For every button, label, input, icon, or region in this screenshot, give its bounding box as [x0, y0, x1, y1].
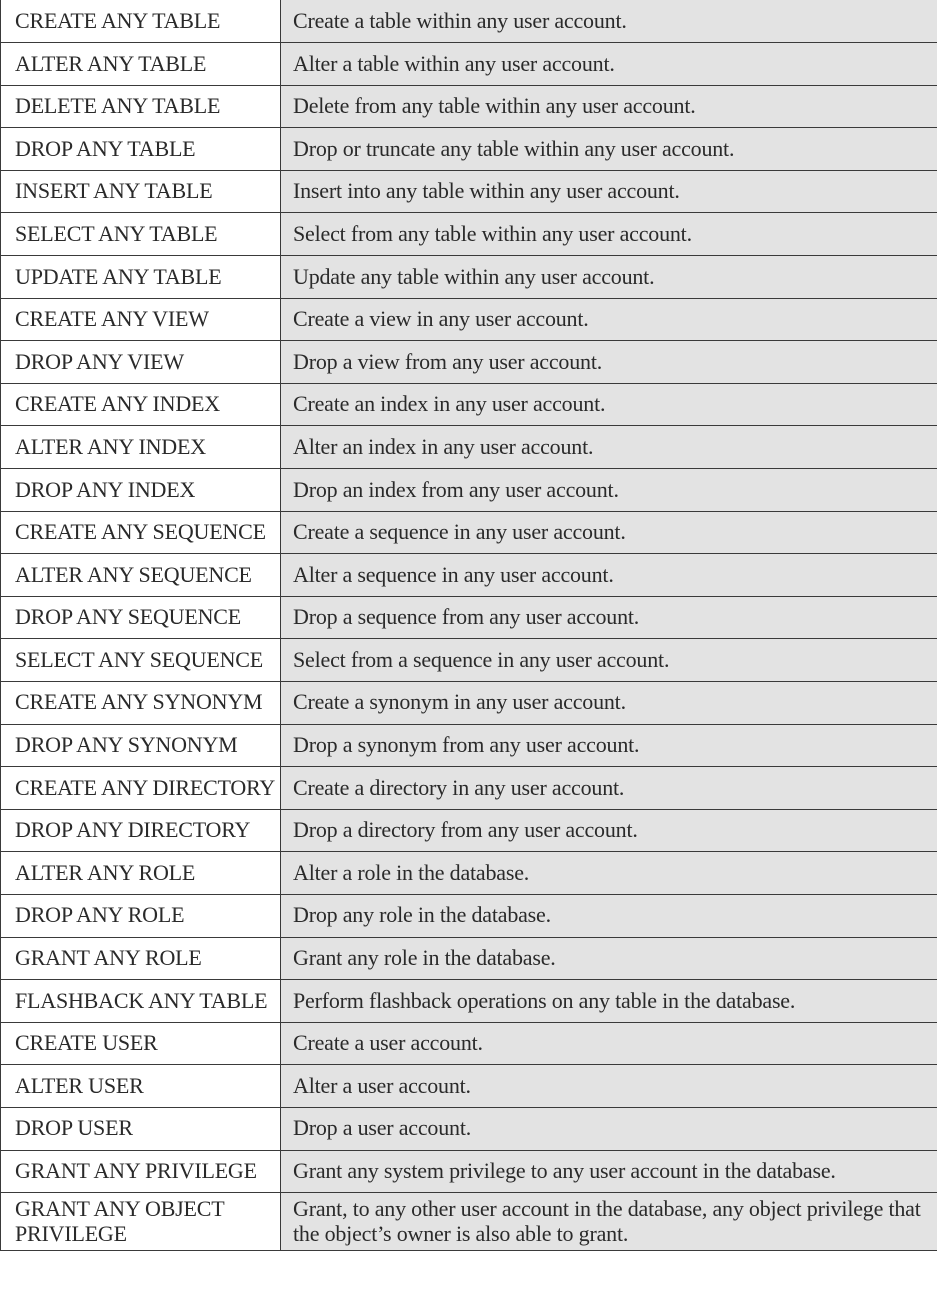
table-row: [1, 298, 937, 341]
privilege-description-cell: Create a directory in any user account.: [281, 767, 937, 810]
privilege-description-cell: Select from any table within any user account.: [281, 213, 937, 256]
table-row: [1, 1107, 937, 1150]
table-row: [1, 980, 937, 1023]
privilege-name-cell: CREATE USER: [1, 1022, 281, 1065]
table-row: [1, 1022, 937, 1065]
privilege-description-cell: Drop an index from any user account.: [281, 469, 937, 512]
table-row: [1, 767, 937, 810]
privilege-name-cell: ALTER ANY TABLE: [1, 43, 281, 86]
table-row: [1, 852, 937, 895]
table-row: [1, 554, 937, 597]
privilege-name-cell: UPDATE ANY TABLE: [1, 256, 281, 299]
privilege-description-cell: Create a synonym in any user account.: [281, 682, 937, 725]
privilege-name-cell: SELECT ANY TABLE: [1, 213, 281, 256]
privilege-description-cell: Delete from any table within any user account.: [281, 85, 937, 128]
table-row: [1, 256, 937, 299]
privilege-name-cell: DROP ANY SYNONYM: [1, 724, 281, 767]
privilege-name-cell: GRANT ANY PRIVILEGE: [1, 1150, 281, 1193]
privilege-description-cell: Drop a synonym from any user account.: [281, 724, 937, 767]
table-row: [1, 809, 937, 852]
privilege-name-cell: GRANT ANY OBJECT PRIVILEGE: [1, 1193, 281, 1251]
privilege-name-cell: DROP ANY TABLE: [1, 128, 281, 171]
table-row: [1, 85, 937, 128]
privilege-name-cell: ALTER ANY ROLE: [1, 852, 281, 895]
privilege-name-cell: DROP ANY ROLE: [1, 894, 281, 937]
privilege-name-cell: CREATE ANY DIRECTORY: [1, 767, 281, 810]
table-row: [1, 724, 937, 767]
table-row: [1, 469, 937, 512]
privilege-description-cell: Drop a sequence from any user account.: [281, 596, 937, 639]
privilege-name-cell: DROP ANY SEQUENCE: [1, 596, 281, 639]
privileges-table-body: [1, 0, 937, 1251]
privilege-name-cell: SELECT ANY SEQUENCE: [1, 639, 281, 682]
privilege-description-cell: Alter a table within any user account.: [281, 43, 937, 86]
privilege-name-cell: DROP USER: [1, 1107, 281, 1150]
privilege-name-cell: FLASHBACK ANY TABLE: [1, 980, 281, 1023]
privilege-name-cell: DROP ANY DIRECTORY: [1, 809, 281, 852]
privilege-description-cell: Alter a sequence in any user account.: [281, 554, 937, 597]
privilege-description-cell: Grant, to any other user account in the database, any object privilege that the object’s owner is also able to grant.: [281, 1193, 937, 1251]
table-row: [1, 511, 937, 554]
privilege-name-cell: GRANT ANY ROLE: [1, 937, 281, 980]
privilege-description-cell: Drop a directory from any user account.: [281, 809, 937, 852]
privilege-description-cell: Drop a view from any user account.: [281, 341, 937, 384]
privilege-description-cell: Alter a user account.: [281, 1065, 937, 1108]
privilege-description-cell: Perform flashback operations on any table in the database.: [281, 980, 937, 1023]
privilege-name-cell: DROP ANY VIEW: [1, 341, 281, 384]
privilege-description-cell: Grant any role in the database.: [281, 937, 937, 980]
privilege-name-cell: CREATE ANY TABLE: [1, 0, 281, 43]
table-row: [1, 894, 937, 937]
table-row: [1, 43, 937, 86]
privilege-description-cell: Create an index in any user account.: [281, 383, 937, 426]
privilege-name-cell: CREATE ANY SEQUENCE: [1, 511, 281, 554]
privilege-description-cell: Create a table within any user account.: [281, 0, 937, 43]
privilege-description-cell: Select from a sequence in any user account.: [281, 639, 937, 682]
privilege-name-cell: DELETE ANY TABLE: [1, 85, 281, 128]
table-row: [1, 383, 937, 426]
privilege-description-cell: Alter an index in any user account.: [281, 426, 937, 469]
table-row: [1, 1150, 937, 1193]
privilege-description-cell: Drop or truncate any table within any user account.: [281, 128, 937, 171]
table-row: [1, 639, 937, 682]
privilege-name-cell: CREATE ANY SYNONYM: [1, 682, 281, 725]
table-row: [1, 0, 937, 43]
table-row: [1, 170, 937, 213]
privilege-name-cell: CREATE ANY INDEX: [1, 383, 281, 426]
table-row: [1, 596, 937, 639]
privilege-name-cell: ALTER ANY SEQUENCE: [1, 554, 281, 597]
privilege-description-cell: Grant any system privilege to any user account in the database.: [281, 1150, 937, 1193]
privilege-name-cell: ALTER USER: [1, 1065, 281, 1108]
privilege-name-cell: ALTER ANY INDEX: [1, 426, 281, 469]
table-row: [1, 213, 937, 256]
table-row: [1, 128, 937, 171]
table-row: [1, 1193, 937, 1251]
privilege-description-cell: Create a sequence in any user account.: [281, 511, 937, 554]
privilege-name-cell: CREATE ANY VIEW: [1, 298, 281, 341]
table-row: [1, 937, 937, 980]
table-row: [1, 1065, 937, 1108]
privilege-name-cell: DROP ANY INDEX: [1, 469, 281, 512]
privilege-description-cell: Alter a role in the database.: [281, 852, 937, 895]
privilege-description-cell: Create a user account.: [281, 1022, 937, 1065]
privilege-name-cell: INSERT ANY TABLE: [1, 170, 281, 213]
privilege-description-cell: Drop a user account.: [281, 1107, 937, 1150]
privilege-description-cell: Insert into any table within any user account.: [281, 170, 937, 213]
table-row: [1, 341, 937, 384]
privilege-description-cell: Drop any role in the database.: [281, 894, 937, 937]
table-row: [1, 426, 937, 469]
privilege-description-cell: Create a view in any user account.: [281, 298, 937, 341]
privilege-description-cell: Update any table within any user account.: [281, 256, 937, 299]
table-row: [1, 682, 937, 725]
